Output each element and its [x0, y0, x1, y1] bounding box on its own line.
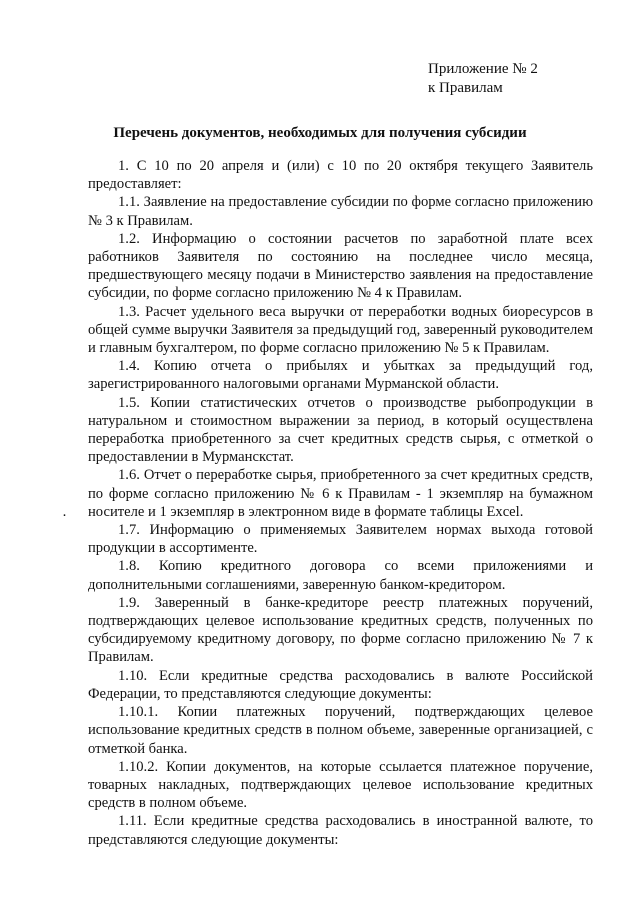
appendix-number: Приложение № 2 — [428, 61, 538, 77]
document-title: Перечень документов, необходимых для получения субсидии — [113, 125, 527, 141]
document-body — [88, 157, 593, 849]
paragraph-1-6: 1.6. Отчет о переработке сырья, приобретенного за счет кредитных средств, по форме согласно приложению № 6 к Правилам - 1 экземпляр на бумажном носителе и 1 экземпляр в электронном виде в формате таблицы Excel. — [88, 467, 593, 520]
paragraph-1-5: 1.5. Копии статистических отчетов о производстве рыбопродукции в натуральном и стоимостном выражении за период, в который осуществлена переработка приобретенного за счет кредитных средств сырья, с отметкой о предоставлении в Мурманскстат. — [88, 394, 593, 466]
paragraph-1: 1. С 10 по 20 апреля и (или) с 10 по 20 октября текущего Заявитель предоставляет: — [88, 158, 593, 193]
paragraph-1-8: 1.8. Копию кредитного договора со всеми приложениями и дополнительными соглашениями, заверенную банком-кредитором. — [88, 558, 593, 593]
paragraph-1-10-1: 1.10.1. Копии платежных поручений, подтверждающих целевое использование кредитных средств в полном объеме, заверенные организацией, с отметкой банка. — [88, 704, 593, 757]
appendix-rules-ref: к Правилам — [428, 80, 503, 96]
paragraph-1-1: 1.1. Заявление на предоставление субсидии по форме согласно приложению № 3 к Правилам. — [88, 194, 593, 229]
paragraph-1-4: 1.4. Копию отчета о прибылях и убытках за предыдущий год, зарегистрированного налоговыми органами Мурманской области. — [88, 358, 593, 393]
paragraph-1-10: 1.10. Если кредитные средства расходовались в валюте Российской Федерации, то представляются следующие документы: — [88, 667, 593, 702]
scan-mark: · — [62, 508, 67, 524]
paragraph-1-9: 1.9. Заверенный в банке-кредиторе реестр платежных поручений, подтверждающих целевое использование кредитных средств, полученных по субсидируемому кредитному договору, по форме согласно приложению № 7 к Правилам. — [88, 594, 593, 666]
paragraph-1-11: 1.11. Если кредитные средства расходовались в иностранной валюте, то представляются следующие документы: — [88, 813, 593, 848]
paragraph-1-7: 1.7. Информацию о применяемых Заявителем нормах выхода готовой продукции в ассортименте. — [88, 522, 593, 557]
paragraph-1-3: 1.3. Расчет удельного веса выручки от переработки водных биоресурсов в общей сумме выручки Заявителя за предыдущий год, заверенный руководителем и главным бухгалтером, по форме согласно приложению № 5 к Правилам. — [88, 303, 593, 357]
appendix-label — [428, 60, 538, 98]
paragraph-1-10-2: 1.10.2. Копии документов, на которые ссылается платежное поручение, товарных накладных, подтверждающих целевое использование кредитных средств в полном объеме. — [88, 758, 593, 812]
paragraph-1-2: 1.2. Информацию о состоянии расчетов по заработной плате всех работников Заявителя по состоянию на последнее число месяца, предшествующего месяцу подачи в Министерство заявления на предоставление субсидии, по форме согласно приложению № 4 к Правилам. — [88, 230, 593, 302]
